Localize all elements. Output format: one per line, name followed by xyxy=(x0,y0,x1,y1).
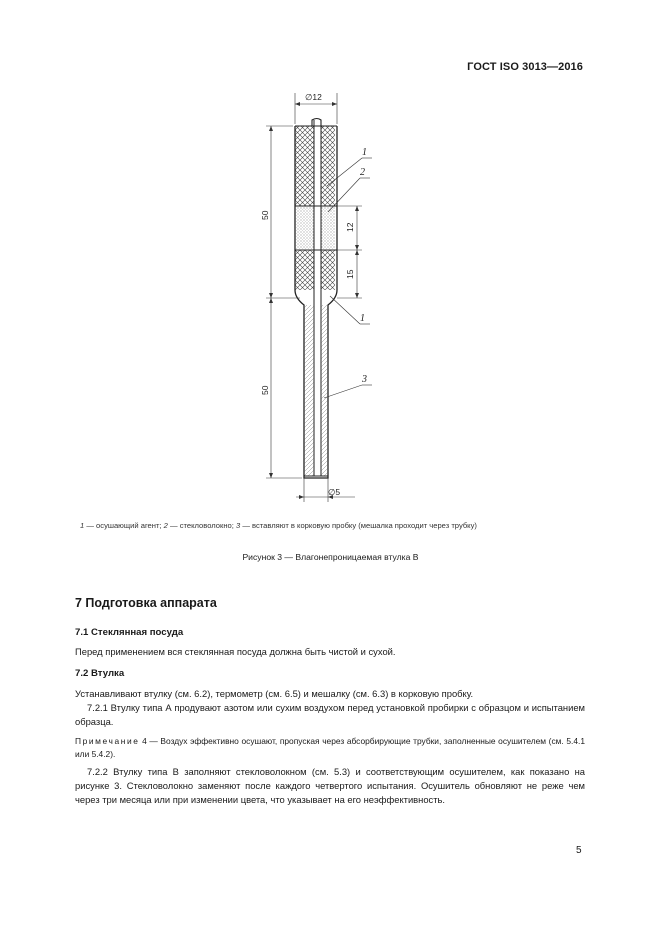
document-header: ГОСТ ISO 3013—2016 xyxy=(467,61,583,73)
paragraph-7-2: Устанавливают втулку (см. 6.2), термометр (см. 6.5) и мешалку (см. 6.3) в корковую пробку. xyxy=(75,688,474,699)
upper-right-channel xyxy=(321,126,335,290)
dim-top-diameter xyxy=(295,92,337,124)
upper-length-label: 50 xyxy=(260,210,270,220)
figure-caption: Рисунок 3 — Влагонепроницаемая втулка B xyxy=(242,552,419,562)
section-title: 7 Подготовка аппарата xyxy=(75,596,217,610)
callout-1-bottom: 1 xyxy=(360,313,365,324)
top-diameter-label: ∅12 xyxy=(305,92,322,102)
subsection-7-1-title: 7.1 Стеклянная посуда xyxy=(75,627,184,638)
callout-2: 2 xyxy=(360,167,365,178)
lower-length-label: 50 xyxy=(260,385,270,395)
callout-3: 3 xyxy=(362,374,367,385)
paragraph-7-2-1: 7.2.1 Втулку типа А продувают азотом или сухим воздухом перед установкой пробирки с образцом и испытанием образца. xyxy=(75,702,585,727)
upper-left-channel xyxy=(295,126,314,290)
callout-1-top: 1 xyxy=(362,147,367,158)
seg-12-label: 12 xyxy=(345,222,355,232)
page-number: 5 xyxy=(576,845,582,856)
subsection-7-2-title: 7.2 Втулка xyxy=(75,668,125,679)
figure-legend: 1 — осушающий агент; 2 — стекловолокно; 3 — вставляют в корковую пробку (мешалка проходит через трубку) xyxy=(80,521,477,530)
subsection-7-1-text: Перед применением вся стеклянная посуда должна быть чистой и сухой. xyxy=(75,646,396,657)
note-4: Примечание 4 — Воздух эффективно осушают, пропуская через абсорбирующие трубки, заполненные осушителем (см. 5.4.1 или 5.4.2). xyxy=(75,736,585,759)
bottom-diameter-label: ∅5 xyxy=(328,487,341,497)
dim-right xyxy=(337,206,362,298)
paragraph-7-2-2: 7.2.2 Втулку типа B заполняют стекловолокном (см. 5.3) и соответствующим осушителем, как показано на рисунке 3. Стекловолокно заменяют после каждого четвертого испытания. Осушитель обновляют не реже чем через три месяца или при изменении цвета, что указывает на его неэффективность. xyxy=(75,766,585,805)
dim-bottom-diameter xyxy=(296,478,355,502)
inner-tube xyxy=(314,120,321,476)
seg-15-label: 15 xyxy=(345,269,355,279)
